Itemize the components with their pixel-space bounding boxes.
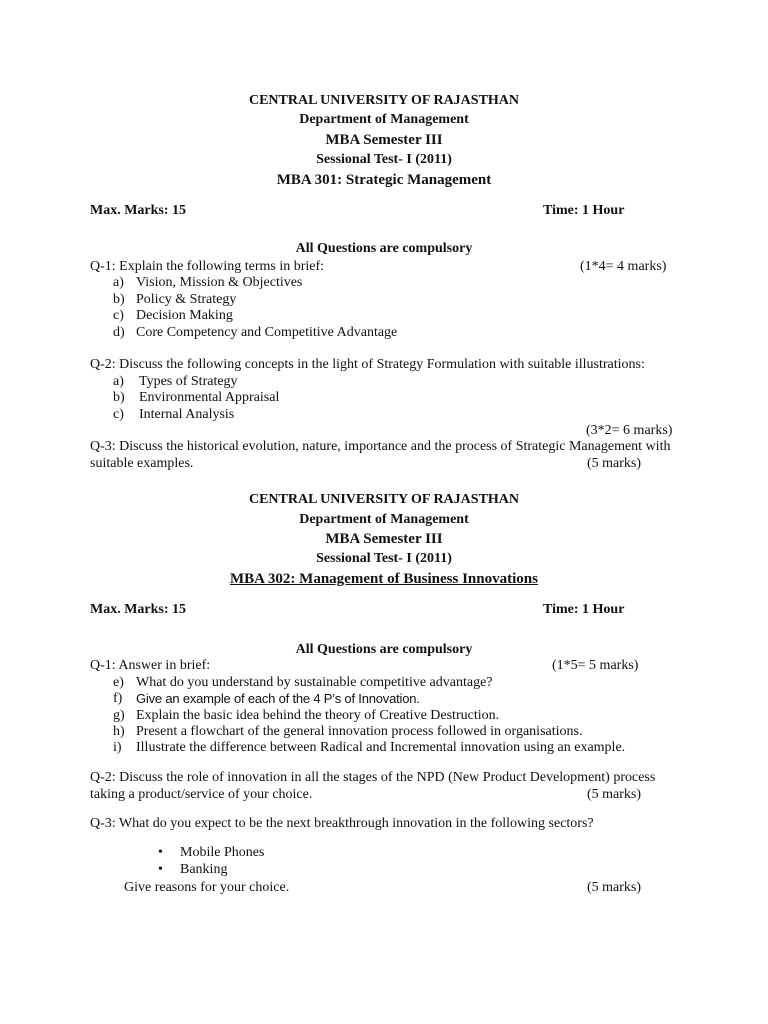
list-item-letter: h): [113, 724, 125, 739]
time-limit: Time: 1 Hour: [543, 203, 625, 218]
university-title: CENTRAL UNIVERSITY OF RAJASTHAN: [248, 93, 520, 108]
list-item-letter: c): [113, 308, 124, 323]
list-item: Present a flowchart of the general innovation process followed in organisations.: [136, 724, 583, 739]
list-item: What do you understand by sustainable competitive advantage?: [136, 675, 493, 690]
course-title: MBA 302: Management of Business Innovations: [230, 571, 538, 587]
question-2: Q-2: Discuss the following concepts in the light of Strategy Formulation with suitable illustrations:: [90, 357, 645, 372]
list-item: Explain the basic idea behind the theory of Creative Destruction.: [136, 708, 500, 723]
bullet-item: • Mobile Phones: [180, 845, 264, 861]
university-title: CENTRAL UNIVERSITY OF RAJASTHAN: [248, 492, 520, 507]
question-2: Q-2: Discuss the role of innovation in all the stages of the NPD (New Product Development) process: [90, 770, 656, 785]
list-item-letter: b): [113, 292, 125, 307]
question-1-marks: (1*4= 4 marks): [580, 259, 667, 274]
test-title: Sessional Test- I (2011): [316, 152, 452, 167]
list-item: Decision Making: [136, 308, 233, 323]
question-2-marks: (5 marks): [587, 787, 642, 802]
bullet-item: • Banking: [180, 862, 227, 878]
list-item: Core Competency and Competitive Advantage: [136, 325, 398, 340]
list-item: Give an example of each of the 4 P’s of Innovation.: [136, 691, 420, 706]
question-1-marks: (1*5= 5 marks): [552, 658, 639, 673]
question-2-continued: taking a product/service of your choice.: [90, 787, 313, 802]
question-3: Q-3: What do you expect to be the next breakthrough innovation in the following sectors?: [90, 816, 594, 831]
list-item-letter: i): [113, 740, 122, 755]
instruction: All Questions are compulsory: [295, 642, 473, 657]
question-1: Q-1: Answer in brief:: [90, 658, 211, 673]
list-item-letter: d): [113, 325, 125, 340]
list-item-letter: b): [113, 390, 125, 405]
list-item-letter: c): [113, 407, 124, 422]
list-item-letter: a): [113, 275, 124, 290]
list-item-letter: a): [113, 374, 124, 389]
list-item: Vision, Mission & Objectives: [136, 275, 303, 290]
list-item: Illustrate the difference between Radical and Incremental innovation using an example.: [136, 740, 626, 755]
test-title: Sessional Test- I (2011): [316, 551, 452, 566]
question-1: Q-1: Explain the following terms in brief:: [90, 259, 325, 274]
course-title: MBA 301: Strategic Management: [276, 172, 492, 188]
list-item-letter: g): [113, 708, 125, 723]
question-3: Q-3: Discuss the historical evolution, nature, importance and the process of Strategic Management with: [90, 439, 671, 454]
max-marks: Max. Marks: 15: [90, 203, 187, 218]
list-item-letter: f): [113, 691, 123, 706]
question-3-reasons: Give reasons for your choice.: [124, 880, 290, 895]
list-item: Environmental Appraisal: [139, 390, 280, 405]
time-limit: Time: 1 Hour: [543, 602, 625, 617]
instruction: All Questions are compulsory: [295, 241, 473, 256]
semester-title: MBA Semester III: [325, 531, 443, 547]
department-title: Department of Management: [299, 112, 469, 127]
question-3-continued: suitable examples.: [90, 456, 194, 471]
department-title: Department of Management: [299, 512, 469, 527]
list-item: Types of Strategy: [139, 374, 238, 389]
semester-title: MBA Semester III: [325, 132, 443, 148]
list-item-letter: e): [113, 675, 124, 690]
max-marks: Max. Marks: 15: [90, 602, 187, 617]
question-3-marks: (5 marks): [587, 880, 642, 895]
list-item: Internal Analysis: [139, 407, 235, 422]
list-item: Policy & Strategy: [136, 292, 237, 307]
question-2-marks: (3*2= 6 marks): [586, 423, 673, 438]
question-3-marks: (5 marks): [587, 456, 642, 471]
